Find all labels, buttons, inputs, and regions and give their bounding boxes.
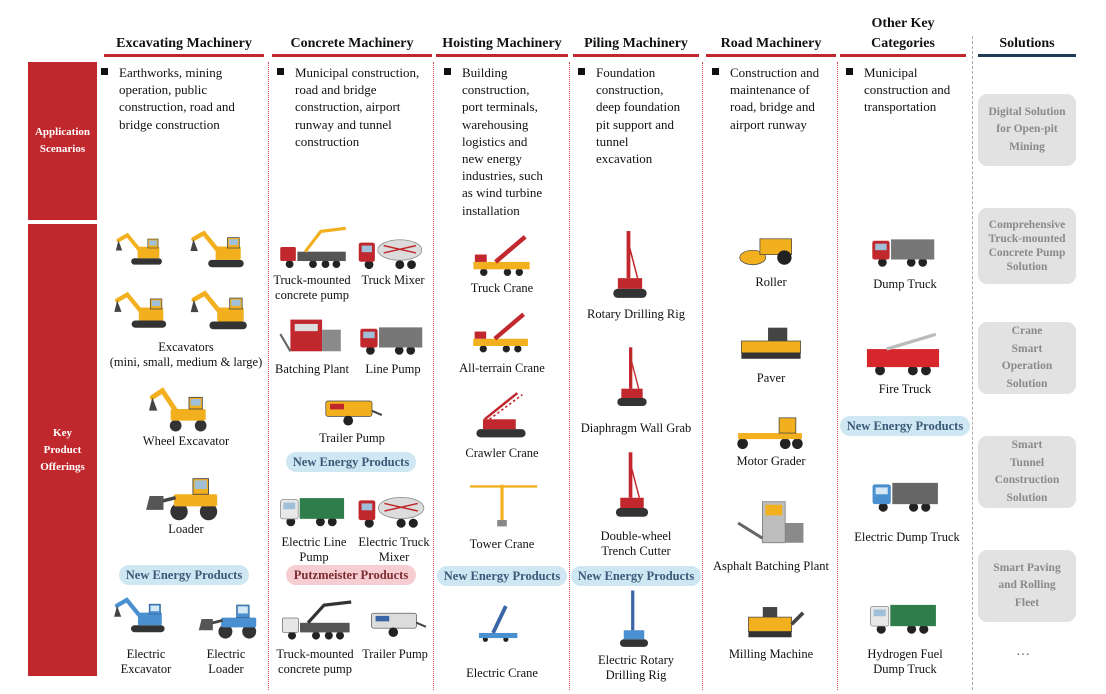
solution-smart-paving: [978, 550, 1076, 622]
label-electric-truck-mixer: [354, 535, 434, 565]
scenario-line: construction and: [864, 82, 951, 98]
header-hoisting: Hoisting Machinery: [442, 36, 562, 51]
label-line: Drilling Rig: [605, 668, 667, 682]
solution-line: Digital Solution: [988, 105, 1066, 118]
pm-truck-pump-image: [276, 594, 356, 642]
new-energy-pill: New Energy Products: [286, 452, 416, 472]
label-pm-truck-pump: [272, 647, 358, 677]
column-divider: [837, 62, 838, 690]
medium-excavator-image: [110, 280, 182, 338]
label-line: Electric Rotary: [597, 653, 674, 667]
column-divider: [268, 62, 269, 690]
label-line: (mini, small, medium & large): [109, 355, 263, 369]
header-solutions: Solutions: [999, 36, 1055, 51]
label-trailer-pump: Trailer Pump: [319, 431, 385, 445]
scenario-line: road, bridge and: [730, 99, 815, 115]
sidebar-label: Application: [34, 126, 90, 138]
scenario-line: construction: [295, 133, 360, 149]
label-asphalt-plant: Asphalt Batching Plant: [713, 559, 829, 573]
column-divider: [702, 62, 703, 690]
label-rotary-drilling-rig: Rotary Drilling Rig: [587, 307, 685, 321]
trench-cutter-image: [610, 448, 654, 524]
rotary-drilling-rig-image: [606, 228, 654, 304]
header-concrete: Concrete Machinery: [290, 36, 414, 51]
label-line: Loader: [208, 662, 244, 676]
label-line: Truck-mounted: [273, 273, 351, 287]
solution-line: Truck-mounted: [988, 233, 1066, 245]
scenario-line: runway and tunnel: [295, 116, 392, 132]
scenario-line: installation: [462, 202, 520, 218]
bullet-icon: [444, 68, 451, 75]
label-dump-truck: Dump Truck: [873, 277, 937, 291]
label-electric-dump-truck: Electric Dump Truck: [854, 530, 960, 544]
scenario-line: warehousing: [462, 116, 529, 132]
truck-mounted-pump-image: [274, 222, 352, 272]
scenario-line: Building: [462, 65, 508, 80]
scenario-line: tunnel: [596, 133, 629, 149]
header-underline: [840, 54, 966, 57]
new-energy-pill: New Energy Products: [571, 566, 701, 586]
sidebar-label: Product: [43, 443, 82, 456]
scenario-line: construction, road and: [119, 99, 235, 115]
scenario-line: Foundation: [596, 65, 656, 80]
solution-line: Tunnel: [1009, 456, 1045, 469]
fire-truck-image: [862, 328, 944, 380]
solution-line: Fleet: [1014, 596, 1040, 609]
header-piling: Piling Machinery: [584, 36, 688, 51]
hydrogen-dump-truck-image: [866, 588, 942, 640]
label-line: Electric Truck: [358, 535, 430, 549]
solution-line: Operation: [1001, 360, 1053, 372]
new-energy-pill: New Energy Products: [119, 565, 249, 585]
solution-line: Solution: [1006, 491, 1048, 504]
sidebar-label: Offerings: [40, 460, 85, 473]
label-truck-mixer: Truck Mixer: [361, 273, 425, 287]
sidebar-label: Scenarios: [39, 143, 86, 155]
header-other-line2: Categories: [871, 36, 935, 51]
diaphragm-wall-grab-image: [612, 340, 652, 416]
scenario-line: Earthworks, mining: [119, 65, 223, 80]
bullet-icon: [101, 68, 108, 75]
sidebar-application-scenarios: [28, 62, 97, 220]
dump-truck-image: [868, 224, 940, 272]
more-solutions-ellipsis: …: [1016, 644, 1030, 659]
scenario-line: construction,: [462, 82, 530, 98]
header-underline: [436, 54, 568, 57]
large-excavator-image: [186, 280, 264, 338]
scenario-line: construction, airport: [295, 99, 401, 115]
label-line: Trench Cutter: [601, 544, 671, 558]
solution-smart-tunnel: [978, 436, 1076, 508]
label-electric-crane: Electric Crane: [466, 666, 538, 680]
label-hydrogen-dump-truck: [840, 647, 970, 677]
electric-line-pump-image: [276, 482, 350, 532]
label-electric-excavator: [110, 647, 182, 677]
label-excavators: [104, 340, 268, 370]
header-other-line1: Other Key: [871, 16, 935, 31]
scenario-line: transportation: [864, 99, 937, 115]
solution-crane-smart-operation: [978, 322, 1076, 394]
tower-crane-image: [462, 474, 542, 534]
wheel-excavator-image: [138, 384, 230, 434]
electric-crane-image: [470, 588, 534, 660]
solution-line: Smart: [1011, 342, 1043, 355]
label-wheel-excavator: Wheel Excavator: [142, 434, 230, 448]
bullet-icon: [578, 68, 585, 75]
loader-image: [140, 470, 232, 522]
label-line: Excavator: [120, 662, 172, 676]
column-divider: [569, 62, 570, 690]
label-electric-rotary-rig: [572, 653, 700, 683]
small-excavator-image: [186, 222, 260, 274]
solution-line: Crane: [1011, 325, 1043, 337]
solution-line: for Open-pit: [996, 123, 1058, 136]
label-line: Dump Truck: [873, 662, 937, 676]
label-line: Double-wheel: [600, 529, 672, 543]
solution-line: Construction: [994, 474, 1060, 486]
electric-rotary-rig-image: [614, 588, 654, 652]
header-road: Road Machinery: [720, 36, 822, 51]
solution-line: Solution: [1006, 261, 1048, 273]
label-tower-crane: Tower Crane: [469, 537, 535, 551]
label-diaphragm-wall-grab: Diaphragm Wall Grab: [580, 421, 692, 435]
label-batching-plant: Batching Plant: [275, 362, 349, 376]
header-underline: [272, 54, 432, 57]
milling-machine-image: [734, 598, 806, 642]
solution-line: Comprehensive: [988, 219, 1066, 231]
truck-mixer-image: [354, 228, 428, 272]
label-electric-line-pump: [272, 535, 356, 565]
electric-loader-image: [196, 596, 266, 642]
label-line: Hydrogen Fuel: [867, 647, 943, 661]
electric-excavator-image: [110, 586, 180, 642]
label-trench-cutter: [572, 529, 700, 559]
scenario-line: Municipal construction,: [295, 65, 420, 80]
sidebar-key-product-offerings: [28, 224, 97, 676]
scenario-line: logistics and: [462, 133, 528, 149]
solution-line: Concrete Pump: [988, 247, 1066, 259]
scenario-line: Construction and: [730, 65, 820, 80]
scenario-line: road and bridge: [295, 82, 377, 98]
label-milling-machine: Milling Machine: [728, 647, 814, 661]
electric-truck-mixer-image: [354, 484, 430, 532]
batching-plant-image: [276, 308, 348, 360]
roller-image: [734, 222, 806, 270]
label-line: Electric: [126, 647, 166, 661]
solution-line: and Rolling: [998, 579, 1056, 592]
label-paver: Paver: [756, 371, 786, 385]
all-terrain-crane-image: [466, 308, 538, 358]
truck-crane-image: [466, 232, 540, 280]
pm-trailer-pump-image: [362, 598, 430, 642]
label-line: Excavators: [158, 340, 214, 354]
label-electric-loader: [190, 647, 262, 677]
label-roller: Roller: [755, 275, 787, 289]
line-pump-image: [356, 312, 428, 360]
label-truck-crane: Truck Crane: [470, 281, 534, 295]
header-underline: [706, 54, 836, 57]
label-motor-grader: Motor Grader: [736, 454, 806, 468]
scenario-line: Municipal: [864, 65, 918, 80]
label-line-pump: Line Pump: [365, 362, 421, 376]
label-line: Electric Line: [281, 535, 347, 549]
header-underline: [978, 54, 1076, 57]
scenario-line: construction,: [596, 82, 664, 98]
scenario-line: airport runway: [730, 116, 807, 132]
label-line: concrete pump: [278, 662, 352, 676]
trailer-pump-image: [316, 386, 386, 430]
scenario-line: as wind turbine: [462, 185, 543, 201]
label-crawler-crane: Crawler Crane: [465, 446, 539, 460]
solutions-divider: [972, 36, 973, 690]
scenario-line: deep foundation: [596, 99, 681, 115]
scenario-line: excavation: [596, 151, 653, 167]
asphalt-plant-image: [732, 490, 808, 556]
header-excavating: Excavating Machinery: [116, 36, 252, 51]
label-line: Pump: [299, 550, 329, 564]
bullet-icon: [277, 68, 284, 75]
scenario-line: pit support and: [596, 116, 674, 132]
putzmeister-pill: Putzmeister Products: [286, 565, 416, 585]
solution-truck-mounted-pump: [978, 208, 1076, 284]
sidebar-label: Key: [53, 426, 72, 439]
crawler-crane-image: [460, 390, 542, 442]
label-loader: Loader: [168, 522, 204, 536]
header-underline: [573, 54, 699, 57]
new-energy-pill: New Energy Products: [437, 566, 567, 586]
label-all-terrain-crane: All-terrain Crane: [459, 361, 545, 375]
bullet-icon: [712, 68, 719, 75]
solution-line: Mining: [1009, 140, 1045, 153]
scenario-line: industries, such: [462, 168, 543, 184]
mini-excavator-image: [112, 224, 176, 272]
scenario-line: new energy: [462, 151, 523, 167]
label-line: concrete pump: [275, 288, 349, 302]
new-energy-pill: New Energy Products: [840, 416, 970, 436]
motor-grader-image: [732, 406, 808, 454]
label-line: Truck-mounted: [276, 647, 354, 661]
scenario-line: port terminals,: [462, 99, 538, 115]
solution-open-pit-mining: [978, 94, 1076, 166]
electric-dump-truck-image: [868, 464, 944, 520]
solution-line: Solution: [1006, 377, 1048, 390]
header-underline: [104, 54, 264, 57]
label-pm-trailer-pump: Trailer Pump: [362, 647, 428, 661]
column-divider: [433, 62, 434, 690]
bullet-icon: [846, 68, 853, 75]
label-truck-mounted-pump: [270, 273, 354, 303]
label-line: Mixer: [378, 550, 410, 564]
scenario-line: operation, public: [119, 82, 208, 98]
solution-line: Smart Paving: [993, 561, 1061, 574]
solution-line: Smart: [1011, 439, 1043, 451]
scenario-line: maintenance of: [730, 82, 810, 98]
label-fire-truck: Fire Truck: [878, 382, 932, 396]
scenario-line: bridge construction: [119, 116, 220, 132]
label-line: Electric: [206, 647, 246, 661]
paver-image: [734, 316, 808, 366]
